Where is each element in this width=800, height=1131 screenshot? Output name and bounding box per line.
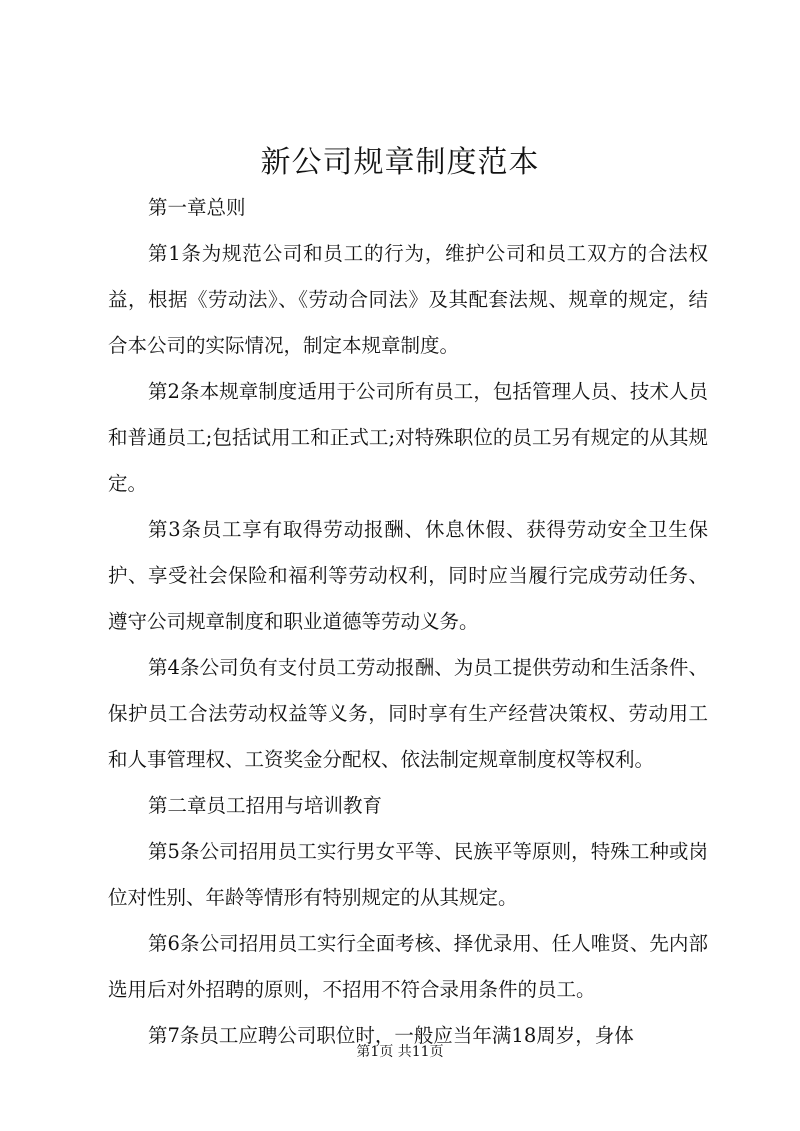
document-title: 新公司规章制度范本 [260, 145, 540, 180]
chapter-heading: 第二章员工招用与培训教育 [148, 794, 383, 817]
chapter-heading: 第一章总则 [148, 196, 246, 219]
document-body [108, 185, 708, 1059]
article-paragraph: 第3条员工享有取得劳动报酬、休息休假、获得劳动安全卫生保护、享受社会保险和福利等劳动权利，同时应当履行完成劳动任务、遵守公司规章制度和职业道德等劳动义务。 [108, 518, 708, 633]
article-paragraph: 第7条员工应聘公司职位时，一般应当年满18周岁，身体 [148, 1024, 634, 1047]
article-paragraph: 第1条为规范公司和员工的行为，维护公司和员工双方的合法权益，根据《劳动法》、《劳动合同法》及其配套法规、规章的规定，结合本公司的实际情况，制定本规章制度。 [108, 242, 708, 357]
page-number-footer: 第1页 共11页 [356, 1044, 444, 1060]
article-paragraph: 第2条本规章制度适用于公司所有员工，包括管理人员、技术人员和普通员工;包括试用工和正式工;对特殊职位的员工另有规定的从其规定。 [108, 380, 708, 495]
article-paragraph: 第6条公司招用员工实行全面考核、择优录用、任人唯贤、先内部选用后对外招聘的原则，不招用不符合录用条件的员工。 [108, 932, 708, 1001]
article-paragraph: 第5条公司招用员工实行男女平等、民族平等原则，特殊工种或岗位对性别、年龄等情形有特别规定的从其规定。 [108, 840, 708, 909]
article-paragraph: 第4条公司负有支付员工劳动报酬、为员工提供劳动和生活条件、保护员工合法劳动权益等义务，同时享有生产经营决策权、劳动用工和人事管理权、工资奖金分配权、依法制定规章制度权等权利。 [108, 656, 708, 771]
